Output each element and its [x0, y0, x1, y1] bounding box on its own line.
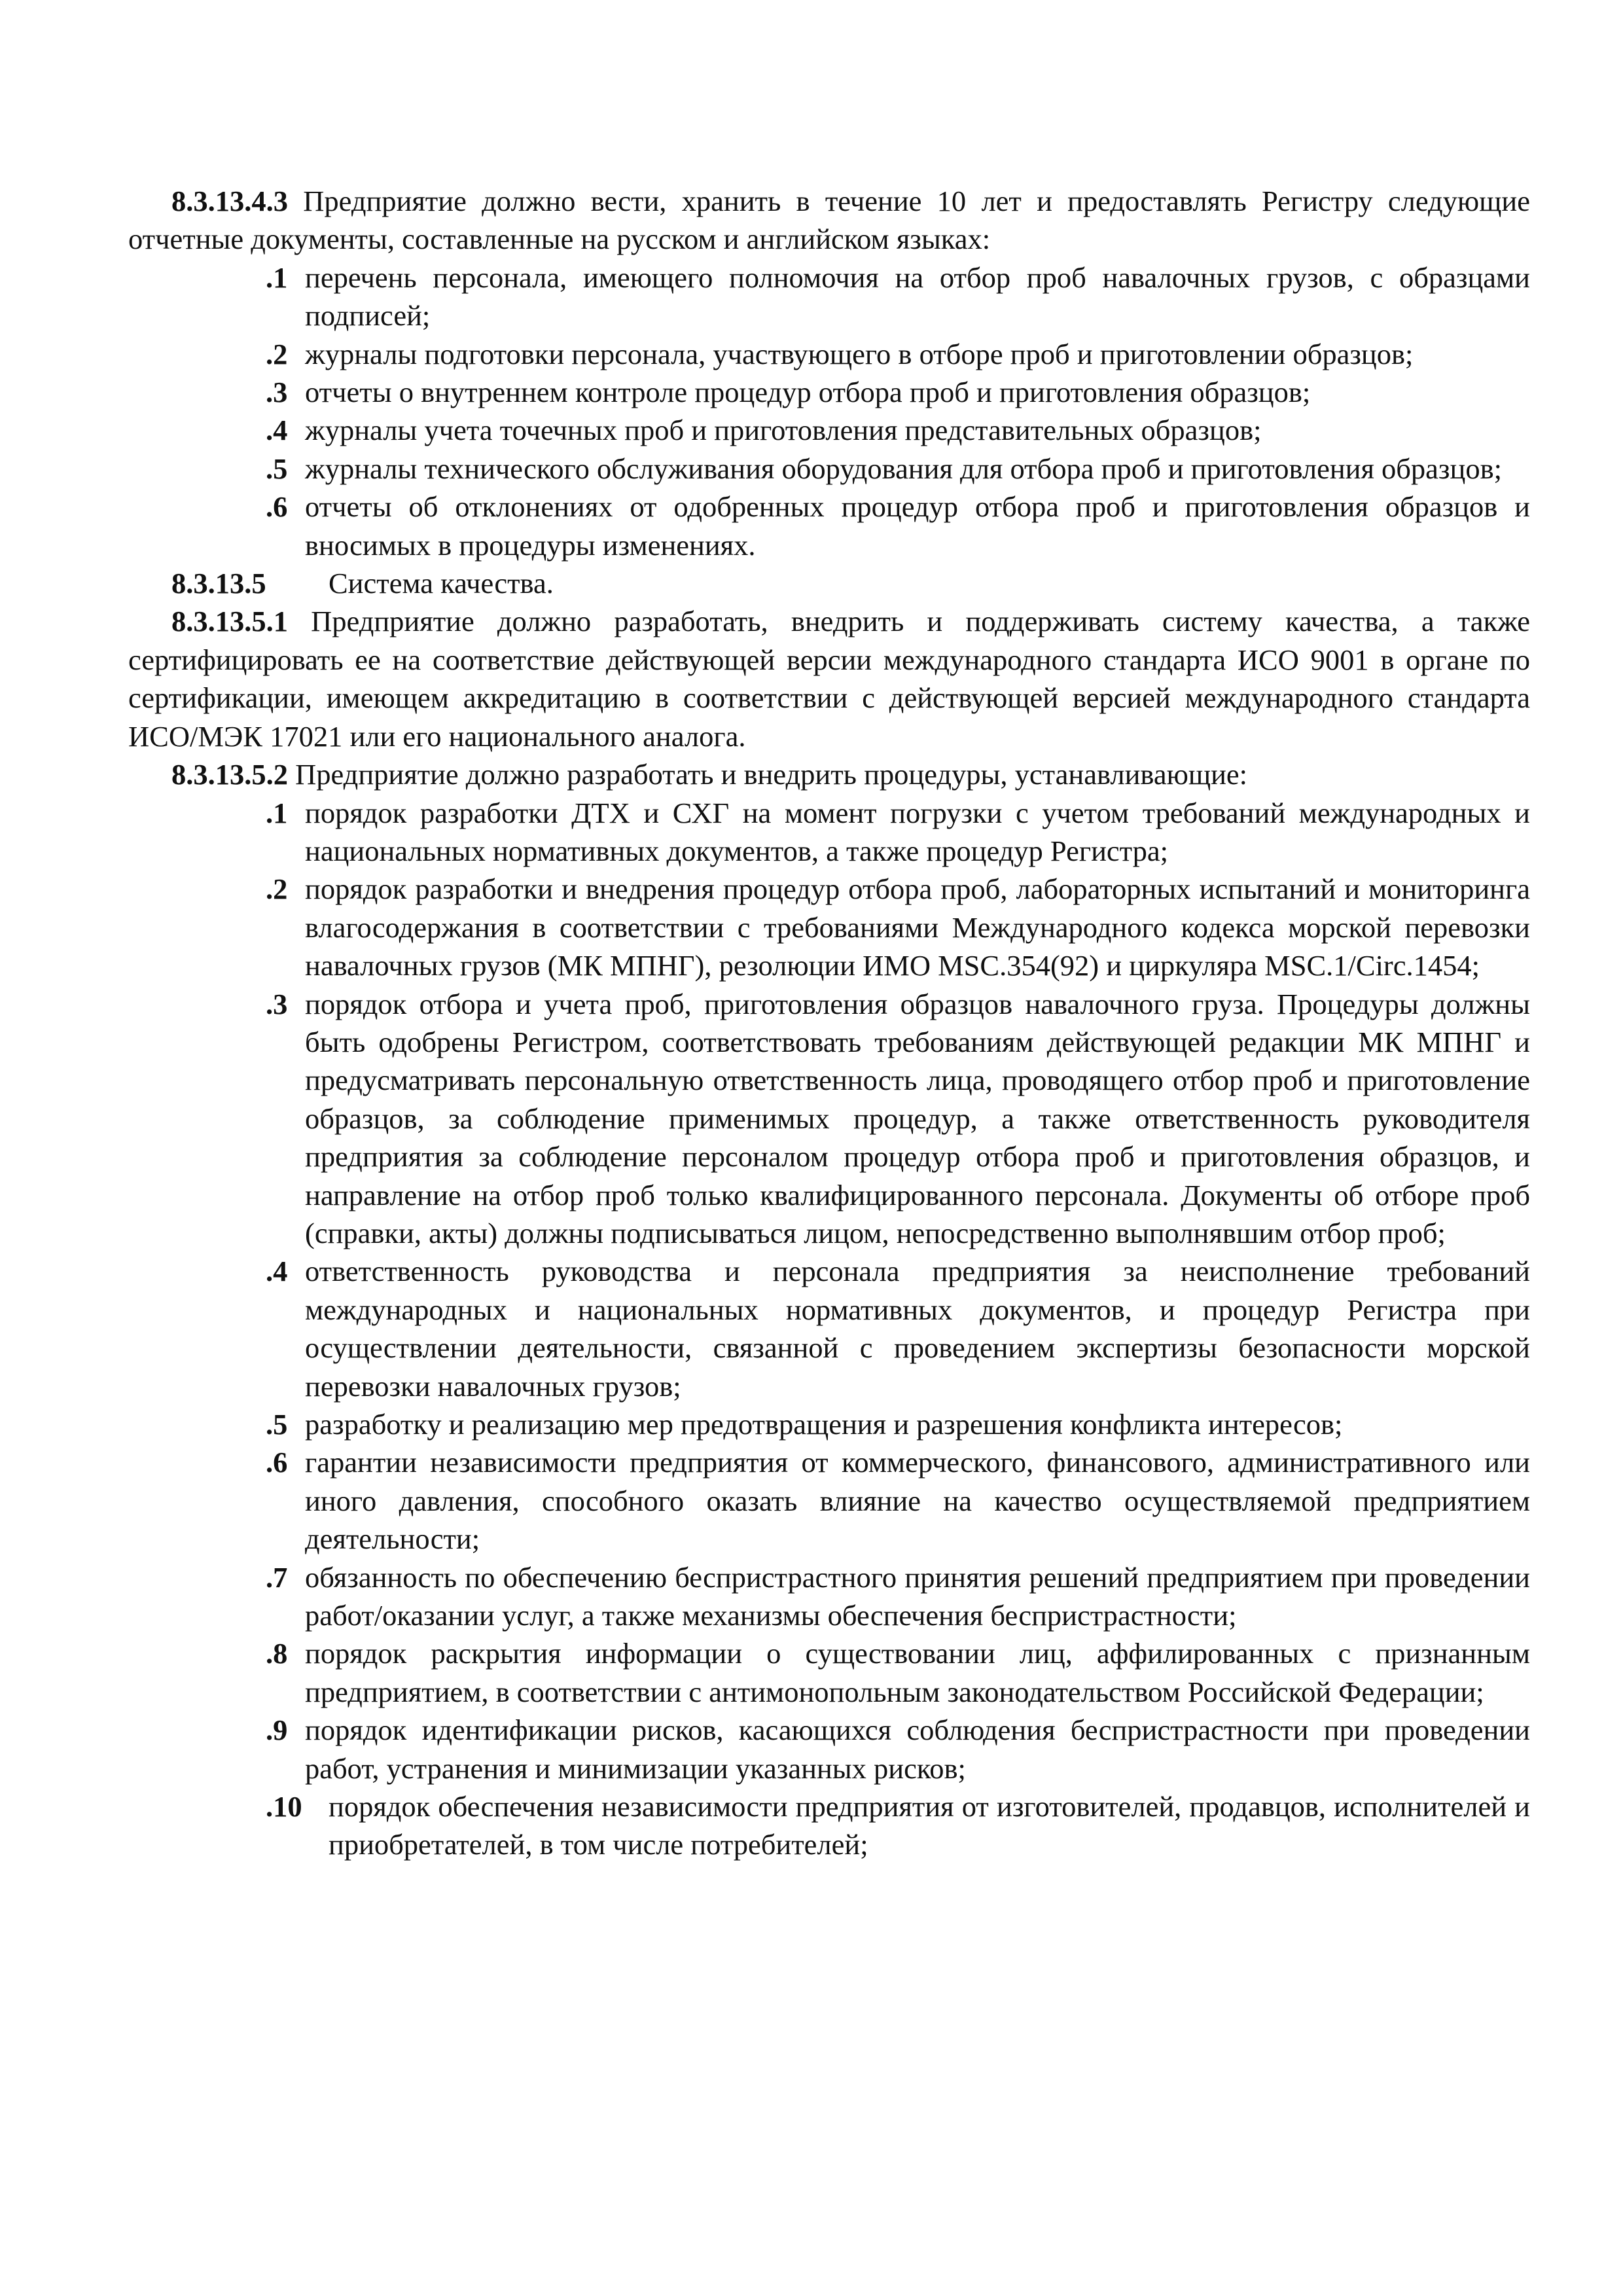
item-text: порядок раскрытия информации о существовании лиц, аффилированных с признанным предприятием, в соответствии с антимонопольным законодательством Российской Федерации;: [305, 1637, 1530, 1708]
clause-number: 8.3.13.5.1: [171, 605, 288, 638]
item-text: журналы подготовки персонала, участвующего в отборе проб и приготовлении образцов;: [305, 337, 1414, 370]
list-reporting-documents: [128, 259, 1530, 564]
list-item: [128, 488, 1530, 564]
item-text: журналы учета точечных проб и приготовления представительных образцов;: [305, 414, 1262, 447]
clause-number: 8.3.13.4.3: [171, 185, 288, 217]
item-number: .4: [266, 1255, 288, 1288]
item-text: отчеты о внутреннем контроле процедур отбора проб и приготовления образцов;: [305, 376, 1311, 409]
item-number: .4: [266, 414, 288, 447]
list-item: [128, 870, 1530, 984]
list-item: [128, 335, 1530, 373]
list-item: [128, 259, 1530, 335]
item-number: .8: [266, 1637, 288, 1670]
paragraph-8-3-13-5-2: [128, 755, 1530, 793]
list-item: [128, 1252, 1530, 1405]
list-item: [128, 1634, 1530, 1711]
clause-text: Предприятие должно вести, хранить в течение 10 лет и предоставлять Регистру следующие отчетные документы, составленные на русском и английском языках:: [128, 185, 1530, 256]
list-item: [128, 450, 1530, 488]
item-text: перечень персонала, имеющего полномочия на отбор проб навалочных грузов, с образцами подписей;: [305, 260, 1530, 332]
section-title: Система качества.: [329, 567, 554, 600]
item-number: .5: [266, 1408, 288, 1441]
item-number: .6: [266, 490, 288, 524]
list-procedures: [128, 794, 1530, 1864]
item-text: ответственность руководства и персонала предприятия за неисполнение требований международных и национальных нормативных документов, и процедур Регистра при осуществлении деятельности, связанной с проведением экспертизы безопасности морской перевозки навалочных грузов;: [305, 1255, 1530, 1403]
section-heading-8-3-13-5: [128, 564, 1530, 602]
item-text: порядок идентификации рисков, касающихся соблюдения беспристрастности при проведении работ, устранения и минимизации указанных рисков;: [305, 1713, 1530, 1785]
list-item: [128, 1787, 1530, 1864]
item-number: .2: [266, 872, 288, 906]
list-item: [128, 411, 1530, 449]
paragraph-8-3-13-5-1: [128, 602, 1530, 755]
item-text: гарантии независимости предприятия от коммерческого, финансового, административного или иного давления, способного оказать влияние на качество осуществляемой предприятием деятельности;: [305, 1446, 1530, 1556]
section-number: 8.3.13.5: [171, 567, 266, 600]
item-number: .3: [266, 987, 288, 1020]
item-number: .9: [266, 1713, 288, 1747]
item-number: .1: [266, 796, 288, 829]
clause-text: Предприятие должно разработать, внедрить и поддерживать систему качества, а также сертифицировать ее на соответствие действующей версии международного стандарта ИСО 9001 в органе по сертификации, имеющем аккредитацию в соответствии с действующей версией международного стандарта ИСО/МЭК 17021 или его национального аналога.: [128, 605, 1530, 753]
list-item: [128, 1405, 1530, 1443]
item-number: .10: [266, 1790, 302, 1823]
item-number: .1: [266, 260, 288, 294]
document-body: [128, 182, 1530, 1864]
item-text: порядок разработки и внедрения процедур отбора проб, лабораторных испытаний и мониторинга влагосодержания в соответствии с требованиями Международного кодекса морской перевозки навалочных грузов (МК МПНГ), резолюции ИМО MSC.354(92) и циркуляра MSC.1/Circ.1454;: [305, 872, 1530, 982]
item-text: отчеты об отклонениях от одобренных процедур отбора проб и приготовления образцов и вносимых в процедуры изменениях.: [305, 490, 1530, 562]
list-item: [128, 1443, 1530, 1558]
item-number: .2: [266, 337, 288, 370]
list-item: [128, 1711, 1530, 1787]
item-text: порядок разработки ДТХ и СХГ на момент погрузки с учетом требований международных и национальных нормативных документов, а также процедур Регистра;: [305, 796, 1530, 867]
item-text: порядок отбора и учета проб, приготовления образцов навалочного груза. Процедуры должны быть одобрены Регистром, соответствовать требованиям действующей редакции МК МПНГ и предусматривать персональную ответственность лица, проводящего отбор проб и приготовление образцов, за соблюдение применимых процедур, а также ответственность руководителя предприятия за соблюдение персоналом процедур отбора проб и приготовления образцов, и направление на отбор проб только квалифицированного персонала. Документы об отборе проб (справки, акты) должны подписываться лицом, непосредственно выполнявшим отбор проб;: [305, 987, 1530, 1249]
paragraph-8-3-13-4-3: [128, 182, 1530, 259]
item-text: обязанность по обеспечению беспристрастного принятия решений предприятием при проведении работ/оказании услуг, а также механизмы обеспечения беспристрастности;: [305, 1560, 1530, 1632]
list-item: [128, 373, 1530, 411]
list-item: [128, 1558, 1530, 1635]
clause-number: 8.3.13.5.2: [171, 758, 288, 791]
item-number: .7: [266, 1560, 288, 1594]
list-item: [128, 985, 1530, 1253]
item-text: журналы технического обслуживания оборудования для отбора проб и приготовления образцов;: [305, 452, 1502, 485]
clause-text: Предприятие должно разработать и внедрить процедуры, устанавливающие:: [295, 758, 1248, 791]
list-item: [128, 794, 1530, 870]
item-number: .3: [266, 376, 288, 409]
item-text: разработку и реализацию мер предотвращения и разрешения конфликта интересов;: [305, 1408, 1343, 1441]
item-number: .5: [266, 452, 288, 485]
item-number: .6: [266, 1446, 288, 1479]
item-text: порядок обеспечения независимости предприятия от изготовителей, продавцов, исполнителей и приобретателей, в том числе потребителей;: [329, 1790, 1530, 1861]
